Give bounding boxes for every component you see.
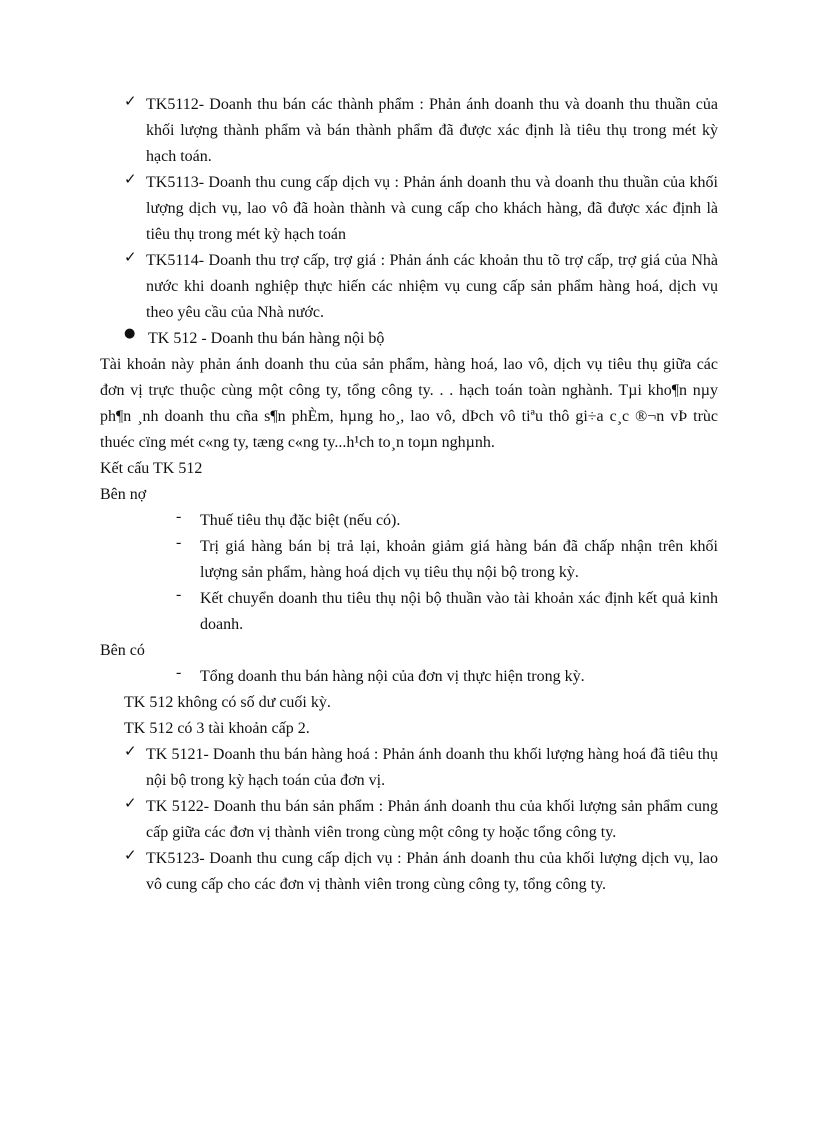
debit-item-text: Kết chuyển doanh thu tiêu thụ nội bộ thuần vào tài khoản xác định kết quả kinh doanh.	[200, 590, 718, 633]
dash-icon: -	[176, 534, 182, 551]
check-list-item	[124, 248, 718, 326]
account-description: Doanh thu bán hàng hoá : Phản ánh doanh thu khối lượng hàng hoá đã tiêu thụ nội bộ trong kỳ hạch toán của đơn vị.	[146, 746, 719, 789]
check-list-item	[124, 742, 718, 794]
account-code: TK5114-	[146, 252, 205, 269]
dash-icon: -	[176, 586, 182, 603]
account-description: Doanh thu bán sản phẩm : Phản ánh doanh thu của khối lượng sản phẩm cung cấp giữa các đơn vị thành viên trong cùng một công ty hoặc tổng công ty.	[146, 798, 719, 841]
debit-item	[176, 508, 718, 534]
checkmark-icon: ✓	[124, 794, 137, 812]
debit-item-text: Thuế tiêu thụ đặc biệt (nếu có).	[200, 512, 401, 529]
account-description: Doanh thu trợ cấp, trợ giá : Phản ánh các khoản thu tõ trợ cấp, trợ giá của Nhà nước khi doanh nghiệp thực hiến các nhiệm vụ cung cấp sản phẩm hàng hoá, dịch vụ theo yêu cầu của Nhà nước.	[146, 252, 718, 321]
bullet-heading-item	[124, 326, 718, 352]
account-code: TK 5121-	[146, 746, 209, 763]
credit-title: Bên có	[100, 642, 145, 659]
account-code: TK5112-	[146, 96, 205, 113]
credit-item	[176, 664, 718, 690]
dash-icon: -	[176, 508, 182, 525]
account-description: Doanh thu bán các thành phẩm : Phản ánh doanh thu và doanh thu thuần của khối lượng thành phẩm và bán thành phẩm đã được xác định là tiêu thụ trong mét kỳ hạch toán.	[146, 96, 718, 165]
bullet-icon: ●	[124, 326, 136, 341]
check-list-item	[124, 170, 718, 248]
credit-item-text: Tổng doanh thu bán hàng nội của đơn vị thực hiện trong kỳ.	[200, 668, 585, 685]
checkmark-icon: ✓	[124, 742, 137, 760]
debit-item	[176, 586, 718, 638]
account-code: TK5113-	[146, 174, 205, 191]
account-code: TK5123-	[146, 850, 205, 867]
check-list-item	[124, 846, 718, 898]
structure-title: Kết cấu TK 512	[100, 460, 203, 477]
checkmark-icon: ✓	[124, 248, 137, 266]
debit-title: Bên nợ	[100, 486, 147, 503]
checkmark-icon: ✓	[124, 170, 137, 188]
account-code: TK 5122-	[146, 798, 210, 815]
debit-item-text: Trị giá hàng bán bị trả lại, khoản giảm giá hàng bán đã chấp nhận trên khối lượng sản phẩm, hàng hoá dịch vụ tiêu thụ nội bộ trong kỳ.	[200, 538, 718, 581]
sub-accounts-note: TK 512 có 3 tài khoản cấp 2.	[124, 720, 310, 737]
debit-item	[176, 534, 718, 586]
checkmark-icon: ✓	[124, 92, 137, 110]
document-body	[100, 92, 719, 898]
check-list-item	[124, 794, 718, 846]
balance-note: TK 512 không có số dư cuối kỳ.	[124, 694, 331, 711]
account-description: Doanh thu cung cấp dịch vụ : Phản ánh doanh thu của khối lượng dịch vụ, lao vô cung cấp cho các đơn vị thành viên trong cùng công ty, tổng công ty.	[146, 850, 718, 893]
account-description: Doanh thu cung cấp dịch vụ : Phản ánh doanh thu và doanh thu thuần của khối lượng dịch vụ, lao vô đã hoàn thành và cung cấp cho khách hàng, đã được xác định là tiêu thụ trong mét kỳ hạch toán	[146, 174, 718, 243]
section-description: Tài khoản này phản ánh doanh thu của sản phẩm, hàng hoá, lao vô, dịch vụ tiêu thụ giữa các đơn vị trực thuộc cùng một công ty, tổng công ty. . . hạch toán toàn nghành. Tµi kho¶n nµy ph¶n ¸nh doanh thu cña s¶n phÈm, hµng ho¸, lao vô, dÞch vô tiªu thô gi÷a c¸c ®¬n vÞ trùc thuéc cïng mét c«ng ty, tæng c«ng ty...h¹ch to¸n toµn nghµnh.	[100, 356, 718, 451]
dash-icon: -	[176, 664, 182, 681]
check-list-item	[124, 92, 718, 170]
section-heading: TK 512 - Doanh thu bán hàng nội bộ	[148, 330, 385, 347]
checkmark-icon: ✓	[124, 846, 137, 864]
